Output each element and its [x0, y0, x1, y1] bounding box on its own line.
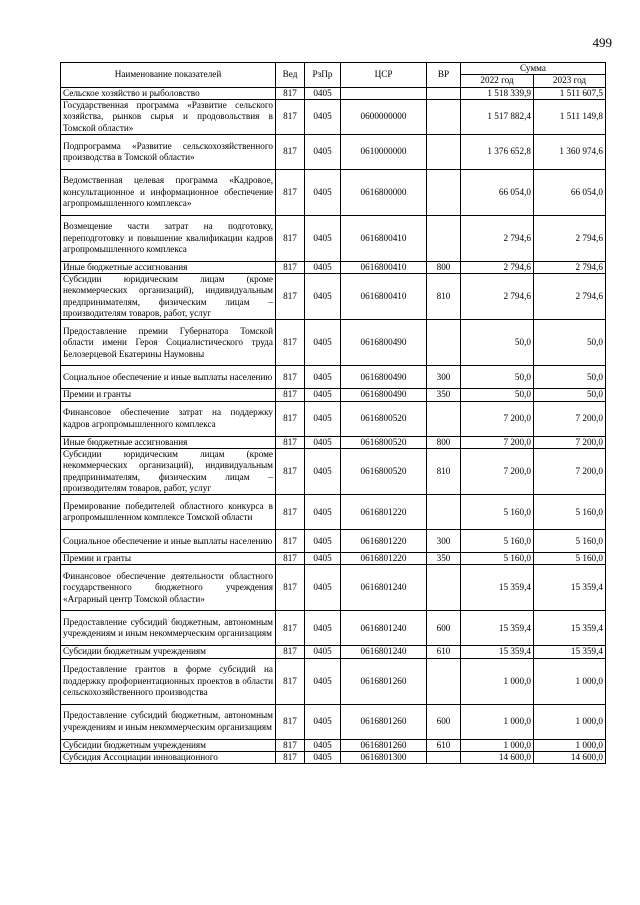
- row-ved: 817: [276, 261, 305, 273]
- row-vr: 600: [427, 611, 461, 646]
- row-rzpr: 0405: [305, 366, 341, 389]
- table-row: [61, 366, 606, 389]
- row-rzpr: 0405: [305, 495, 341, 530]
- row-vr: [427, 495, 461, 530]
- row-sum-2022: 2 794,6: [461, 261, 534, 273]
- row-sum-2022: 15 359,4: [461, 646, 534, 658]
- row-sum-2023: 66 054,0: [534, 169, 606, 215]
- row-vr: 610: [427, 646, 461, 658]
- row-sum-2022: 15 359,4: [461, 565, 534, 611]
- row-csr: 0616801260: [341, 704, 427, 739]
- header-sum: Сумма: [461, 63, 606, 75]
- row-sum-2022: 1 518 339,9: [461, 87, 534, 99]
- row-csr: [341, 87, 427, 99]
- header-name: Наименование показателей: [61, 63, 276, 88]
- row-sum-2022: 2 794,6: [461, 215, 534, 261]
- table-row: [61, 436, 606, 448]
- row-vr: [427, 401, 461, 436]
- row-sum-2023: 5 160,0: [534, 553, 606, 565]
- row-rzpr: 0405: [305, 646, 341, 658]
- row-csr: 0616801220: [341, 495, 427, 530]
- row-sum-2023: 15 359,4: [534, 611, 606, 646]
- row-name: Премии и гранты: [61, 389, 276, 401]
- row-vr: [427, 99, 461, 134]
- header-ved: Вед: [276, 63, 305, 88]
- row-sum-2022: 50,0: [461, 366, 534, 389]
- table-row: [61, 401, 606, 436]
- row-csr: 0616800490: [341, 366, 427, 389]
- row-ved: 817: [276, 495, 305, 530]
- row-name: Премирование победителей областного конкурса в агропромышленном комплексе Томской области: [61, 495, 276, 530]
- header-year-2023: 2023 год: [534, 75, 606, 87]
- budget-table: [60, 62, 606, 764]
- row-ved: 817: [276, 739, 305, 751]
- row-csr: 0616800410: [341, 261, 427, 273]
- row-ved: 817: [276, 87, 305, 99]
- row-csr: 0610000000: [341, 134, 427, 169]
- row-sum-2022: 7 200,0: [461, 436, 534, 448]
- row-sum-2022: 1 376 652,8: [461, 134, 534, 169]
- row-rzpr: 0405: [305, 739, 341, 751]
- row-sum-2023: 15 359,4: [534, 646, 606, 658]
- row-csr: 0616800410: [341, 274, 427, 320]
- row-name: Предоставление премии Губернатора Томской области имени Героя Социалистического труда Белозерцевой Екатерины Наумовны: [61, 320, 276, 366]
- row-csr: 0616800520: [341, 436, 427, 448]
- row-ved: 817: [276, 553, 305, 565]
- row-csr: 0616800410: [341, 215, 427, 261]
- row-vr: [427, 658, 461, 704]
- row-csr: 0616801260: [341, 658, 427, 704]
- row-sum-2023: 14 600,0: [534, 752, 606, 764]
- row-sum-2023: 1 511 607,5: [534, 87, 606, 99]
- table-row: [61, 448, 606, 494]
- row-vr: 810: [427, 274, 461, 320]
- row-sum-2022: 7 200,0: [461, 448, 534, 494]
- table-row: [61, 389, 606, 401]
- row-sum-2022: 15 359,4: [461, 611, 534, 646]
- row-sum-2022: 2 794,6: [461, 274, 534, 320]
- row-name: Иные бюджетные ассигнования: [61, 436, 276, 448]
- row-ved: 817: [276, 169, 305, 215]
- row-ved: 817: [276, 530, 305, 553]
- header-year-2022: 2022 год: [461, 75, 534, 87]
- row-rzpr: 0405: [305, 87, 341, 99]
- row-name: Социальное обеспечение и иные выплаты населению: [61, 366, 276, 389]
- table-row: [61, 99, 606, 134]
- row-vr: 610: [427, 739, 461, 751]
- row-rzpr: 0405: [305, 611, 341, 646]
- row-rzpr: 0405: [305, 169, 341, 215]
- row-sum-2023: 2 794,6: [534, 261, 606, 273]
- row-name: Государственная программа «Развитие сельского хозяйства, рынков сырья и продовольствия в Томской области»: [61, 99, 276, 134]
- row-vr: 600: [427, 704, 461, 739]
- row-rzpr: 0405: [305, 553, 341, 565]
- row-name: Возмещение части затрат на подготовку, переподготовку и повышение квалификации кадров агропромышленного комплекса: [61, 215, 276, 261]
- row-ved: 817: [276, 274, 305, 320]
- row-vr: 300: [427, 366, 461, 389]
- row-sum-2022: 1 000,0: [461, 658, 534, 704]
- row-name: Субсидии юридическим лицам (кроме некоммерческих организаций), индивидуальным предпринимателям, физическим лицам – производителям товаров, работ, услуг: [61, 448, 276, 494]
- table-row: [61, 530, 606, 553]
- row-rzpr: 0405: [305, 261, 341, 273]
- row-sum-2023: 1 360 974,6: [534, 134, 606, 169]
- row-vr: 800: [427, 261, 461, 273]
- row-name: Сельское хозяйство и рыболовство: [61, 87, 276, 99]
- row-sum-2022: 5 160,0: [461, 495, 534, 530]
- row-name: Иные бюджетные ассигнования: [61, 261, 276, 273]
- row-sum-2022: 50,0: [461, 389, 534, 401]
- table-row: [61, 320, 606, 366]
- row-sum-2023: 7 200,0: [534, 401, 606, 436]
- row-csr: 0616800520: [341, 401, 427, 436]
- row-name: Предоставление грантов в форме субсидий на поддержку профориентационных проектов в области сельскохозяйственного производства: [61, 658, 276, 704]
- row-rzpr: 0405: [305, 215, 341, 261]
- row-ved: 817: [276, 134, 305, 169]
- table-row: [61, 565, 606, 611]
- header-vr: ВР: [427, 63, 461, 88]
- row-ved: 817: [276, 99, 305, 134]
- row-csr: 0616801220: [341, 553, 427, 565]
- row-sum-2022: 1 000,0: [461, 739, 534, 751]
- table-row: [61, 215, 606, 261]
- row-ved: 817: [276, 658, 305, 704]
- row-csr: 0616800520: [341, 448, 427, 494]
- row-name: Субсидии бюджетным учреждениям: [61, 646, 276, 658]
- row-sum-2023: 2 794,6: [534, 274, 606, 320]
- row-rzpr: 0405: [305, 530, 341, 553]
- table-row: [61, 553, 606, 565]
- row-name: Предоставление субсидий бюджетным, автономным учреждениям и иным некоммерческим организациям: [61, 704, 276, 739]
- table-row: [61, 261, 606, 273]
- row-ved: 817: [276, 366, 305, 389]
- row-rzpr: 0405: [305, 448, 341, 494]
- row-vr: [427, 87, 461, 99]
- row-rzpr: 0405: [305, 565, 341, 611]
- row-sum-2022: 66 054,0: [461, 169, 534, 215]
- row-csr: 0600000000: [341, 99, 427, 134]
- row-vr: 350: [427, 389, 461, 401]
- row-name: Ведомственная целевая программа «Кадровое, консультационное и информационное обеспечение агропромышленного комплекса»: [61, 169, 276, 215]
- row-name: Предоставление субсидий бюджетным, автономным учреждениям и иным некоммерческим организациям: [61, 611, 276, 646]
- row-sum-2023: 1 000,0: [534, 704, 606, 739]
- row-sum-2023: 2 794,6: [534, 215, 606, 261]
- row-csr: 0616800000: [341, 169, 427, 215]
- row-csr: 0616801260: [341, 739, 427, 751]
- row-csr: 0616801240: [341, 565, 427, 611]
- row-sum-2022: 1 000,0: [461, 704, 534, 739]
- row-sum-2023: 1 000,0: [534, 739, 606, 751]
- row-rzpr: 0405: [305, 752, 341, 764]
- table-row: [61, 704, 606, 739]
- row-csr: 0616800490: [341, 320, 427, 366]
- table-row: [61, 658, 606, 704]
- table-row: [61, 169, 606, 215]
- row-vr: [427, 565, 461, 611]
- row-vr: [427, 134, 461, 169]
- row-rzpr: 0405: [305, 389, 341, 401]
- row-vr: [427, 752, 461, 764]
- row-sum-2023: 5 160,0: [534, 495, 606, 530]
- row-name: Подпрограмма «Развитие сельскохозяйственного производства в Томской области»: [61, 134, 276, 169]
- row-csr: 0616801300: [341, 752, 427, 764]
- row-name: Субсидия Ассоциации инновационного: [61, 752, 276, 764]
- row-sum-2023: 50,0: [534, 366, 606, 389]
- row-ved: 817: [276, 704, 305, 739]
- row-sum-2022: 14 600,0: [461, 752, 534, 764]
- row-sum-2023: 15 359,4: [534, 565, 606, 611]
- row-ved: 817: [276, 215, 305, 261]
- row-rzpr: 0405: [305, 436, 341, 448]
- row-vr: [427, 169, 461, 215]
- row-ved: 817: [276, 436, 305, 448]
- table-row: [61, 646, 606, 658]
- table-row: [61, 611, 606, 646]
- row-vr: [427, 215, 461, 261]
- row-sum-2022: 1 517 882,4: [461, 99, 534, 134]
- row-sum-2023: 1 000,0: [534, 658, 606, 704]
- row-vr: 350: [427, 553, 461, 565]
- row-sum-2023: 7 200,0: [534, 436, 606, 448]
- row-sum-2023: 5 160,0: [534, 530, 606, 553]
- row-sum-2023: 7 200,0: [534, 448, 606, 494]
- row-sum-2022: 5 160,0: [461, 553, 534, 565]
- row-name: Премии и гранты: [61, 553, 276, 565]
- row-ved: 817: [276, 389, 305, 401]
- row-name: Субсидии бюджетным учреждениям: [61, 739, 276, 751]
- row-ved: 817: [276, 565, 305, 611]
- row-rzpr: 0405: [305, 658, 341, 704]
- row-rzpr: 0405: [305, 320, 341, 366]
- row-sum-2023: 50,0: [534, 389, 606, 401]
- row-name: Финансовое обеспечение деятельности областного государственного бюджетного учреждения «Аграрный центр Томской области»: [61, 565, 276, 611]
- row-vr: 300: [427, 530, 461, 553]
- row-ved: 817: [276, 401, 305, 436]
- row-ved: 817: [276, 752, 305, 764]
- row-rzpr: 0405: [305, 134, 341, 169]
- row-sum-2023: 50,0: [534, 320, 606, 366]
- row-sum-2022: 5 160,0: [461, 530, 534, 553]
- row-name: Субсидии юридическим лицам (кроме некоммерческих организаций), индивидуальным предпринимателям, физическим лицам – производителям товаров, работ, услуг: [61, 274, 276, 320]
- row-rzpr: 0405: [305, 401, 341, 436]
- row-rzpr: 0405: [305, 704, 341, 739]
- row-name: Социальное обеспечение и иные выплаты населению: [61, 530, 276, 553]
- table-body: [61, 87, 606, 764]
- row-vr: [427, 320, 461, 366]
- page-number: 499: [592, 35, 612, 50]
- row-csr: 0616800490: [341, 389, 427, 401]
- header-csr: ЦСР: [341, 63, 427, 88]
- row-vr: 810: [427, 448, 461, 494]
- table-row: [61, 752, 606, 764]
- table-row: [61, 495, 606, 530]
- row-csr: 0616801240: [341, 646, 427, 658]
- row-ved: 817: [276, 448, 305, 494]
- header-rzpr: РзПр: [305, 63, 341, 88]
- row-sum-2022: 7 200,0: [461, 401, 534, 436]
- row-sum-2023: 1 511 149,8: [534, 99, 606, 134]
- row-rzpr: 0405: [305, 274, 341, 320]
- row-name: Финансовое обеспечение затрат на поддержку кадров агропромышленного комплекса: [61, 401, 276, 436]
- row-csr: 0616801220: [341, 530, 427, 553]
- row-sum-2022: 50,0: [461, 320, 534, 366]
- table-header: [61, 63, 606, 88]
- table-row: [61, 87, 606, 99]
- row-ved: 817: [276, 646, 305, 658]
- row-ved: 817: [276, 320, 305, 366]
- row-rzpr: 0405: [305, 99, 341, 134]
- table-row: [61, 134, 606, 169]
- row-vr: 800: [427, 436, 461, 448]
- table-row: [61, 739, 606, 751]
- table-row: [61, 274, 606, 320]
- row-csr: 0616801240: [341, 611, 427, 646]
- row-ved: 817: [276, 611, 305, 646]
